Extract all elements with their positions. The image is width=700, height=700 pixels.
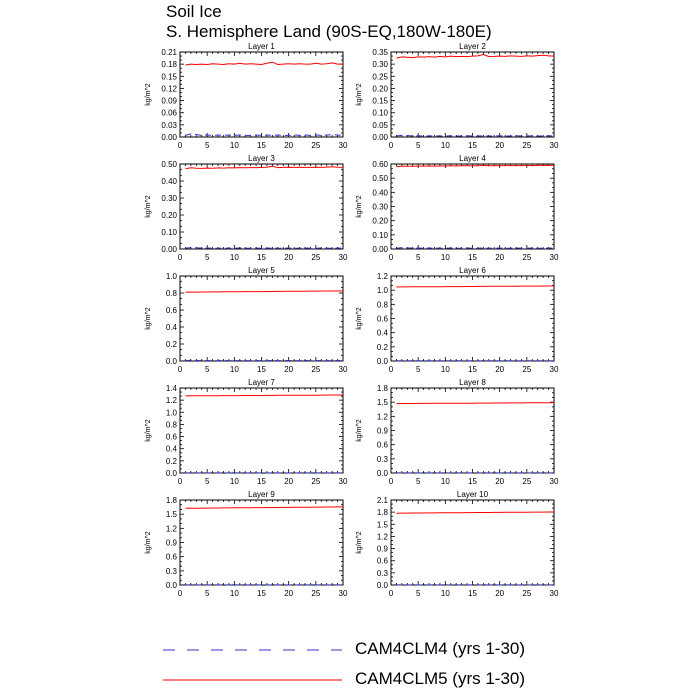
series-line-clm5 bbox=[396, 286, 554, 287]
y-tick-label: 0.2 bbox=[165, 456, 177, 466]
y-tick-label: 0.3 bbox=[376, 568, 388, 578]
y-tick-label: 1.8 bbox=[165, 496, 177, 505]
y-tick-label: 0.12 bbox=[161, 84, 177, 94]
series-line-clm5 bbox=[185, 395, 343, 396]
x-tick-label: 15 bbox=[257, 365, 266, 374]
y-tick-label: 0.00 bbox=[161, 133, 177, 142]
x-tick-label: 5 bbox=[415, 253, 421, 262]
x-tick-label: 15 bbox=[468, 253, 477, 262]
x-tick-label: 15 bbox=[468, 477, 477, 486]
y-tick-label: 0.10 bbox=[372, 230, 388, 240]
x-tick-label: 5 bbox=[415, 365, 421, 374]
chart-panel-9 bbox=[145, 490, 348, 598]
x-tick-label: 20 bbox=[495, 141, 505, 150]
plot-frame bbox=[391, 164, 554, 249]
figure-title-line-1: Soil Ice bbox=[166, 2, 222, 21]
chart-panel-10 bbox=[356, 490, 559, 598]
x-tick-label: 10 bbox=[440, 589, 450, 598]
y-tick-label: 0.30 bbox=[372, 60, 388, 70]
x-tick-label: 25 bbox=[311, 477, 321, 486]
y-tick-label: 0.3 bbox=[165, 566, 177, 576]
chart-panel-3 bbox=[145, 154, 348, 262]
series-line-clm5 bbox=[185, 507, 343, 508]
y-tick-label: 0.40 bbox=[372, 188, 388, 198]
chart-panel-1 bbox=[145, 42, 348, 150]
x-tick-label: 25 bbox=[311, 253, 321, 262]
x-tick-label: 30 bbox=[549, 589, 559, 598]
x-tick-label: 20 bbox=[495, 253, 505, 262]
y-tick-label: 0.4 bbox=[165, 323, 177, 332]
y-tick-label: 0.00 bbox=[372, 245, 388, 254]
x-tick-label: 5 bbox=[415, 477, 421, 486]
y-tick-label: 1.0 bbox=[376, 286, 388, 296]
y-tick-label: 1.2 bbox=[165, 524, 177, 534]
y-axis-label: kg/m^2 bbox=[145, 531, 152, 554]
panel-title: Layer 3 bbox=[248, 154, 275, 163]
y-axis-label: kg/m^2 bbox=[145, 83, 152, 106]
y-axis-label: kg/m^2 bbox=[145, 195, 152, 218]
x-tick-label: 30 bbox=[338, 141, 348, 150]
x-tick-label: 10 bbox=[229, 253, 239, 262]
y-axis-label: kg/m^2 bbox=[356, 83, 363, 106]
x-tick-label: 0 bbox=[388, 253, 394, 262]
series-line-clm4 bbox=[185, 248, 343, 249]
x-tick-label: 25 bbox=[522, 477, 532, 486]
x-tick-label: 30 bbox=[549, 253, 559, 262]
x-tick-label: 20 bbox=[284, 477, 294, 486]
plot-frame bbox=[391, 276, 554, 361]
y-tick-label: 0.18 bbox=[161, 60, 177, 70]
y-tick-label: 0.10 bbox=[372, 108, 388, 118]
panel-title: Layer 10 bbox=[456, 490, 489, 499]
y-tick-label: 0.00 bbox=[161, 245, 177, 254]
panel-title: Layer 2 bbox=[459, 42, 486, 51]
x-tick-label: 10 bbox=[440, 253, 450, 262]
x-tick-label: 30 bbox=[549, 477, 559, 486]
y-tick-label: 0.2 bbox=[376, 342, 388, 352]
x-tick-label: 30 bbox=[338, 365, 348, 374]
x-tick-label: 25 bbox=[311, 365, 321, 374]
y-tick-label: 0.21 bbox=[161, 48, 177, 57]
y-tick-label: 0.9 bbox=[165, 538, 177, 548]
y-axis-label: kg/m^2 bbox=[356, 531, 363, 554]
y-tick-label: 0.06 bbox=[161, 108, 177, 118]
y-tick-label: 0.10 bbox=[161, 228, 177, 237]
plot-frame bbox=[180, 164, 343, 249]
y-tick-label: 0.0 bbox=[376, 469, 388, 478]
x-tick-label: 30 bbox=[549, 365, 559, 374]
y-axis-label: kg/m^2 bbox=[356, 195, 363, 218]
y-tick-label: 0.20 bbox=[372, 216, 388, 226]
y-tick-label: 0.2 bbox=[165, 340, 177, 349]
y-tick-label: 0.00 bbox=[372, 133, 388, 142]
x-tick-label: 10 bbox=[229, 589, 239, 598]
y-tick-label: 0.50 bbox=[161, 160, 177, 169]
x-tick-label: 25 bbox=[311, 141, 321, 150]
plot-frame bbox=[180, 276, 343, 361]
y-tick-label: 0.4 bbox=[376, 328, 388, 338]
series-line-clm5 bbox=[396, 165, 554, 166]
figure-title-line-2: S. Hemisphere Land (90S-EQ,180W-180E) bbox=[166, 22, 492, 41]
panel-title: Layer 9 bbox=[248, 490, 275, 499]
x-tick-label: 5 bbox=[204, 477, 210, 486]
y-tick-label: 1.0 bbox=[165, 272, 177, 281]
x-tick-label: 15 bbox=[257, 477, 266, 486]
series-line-clm4 bbox=[185, 134, 343, 136]
y-tick-label: 0.0 bbox=[165, 357, 177, 366]
y-tick-label: 0.0 bbox=[376, 581, 388, 590]
y-tick-label: 0.6 bbox=[165, 432, 177, 442]
x-tick-label: 10 bbox=[440, 141, 450, 150]
series-line-clm5 bbox=[185, 291, 343, 292]
y-tick-label: 0.8 bbox=[376, 300, 388, 310]
x-tick-label: 0 bbox=[177, 365, 183, 374]
x-tick-label: 20 bbox=[284, 589, 294, 598]
series-line-clm5 bbox=[185, 166, 343, 169]
panel-title: Layer 4 bbox=[459, 154, 486, 163]
y-tick-label: 0.9 bbox=[376, 544, 388, 554]
y-tick-label: 0.15 bbox=[372, 96, 388, 106]
legend-label-clm4: CAM4CLM4 (yrs 1-30) bbox=[355, 639, 526, 658]
x-tick-label: 15 bbox=[257, 589, 266, 598]
x-tick-label: 0 bbox=[388, 141, 394, 150]
x-tick-label: 15 bbox=[468, 589, 477, 598]
y-tick-label: 0.05 bbox=[372, 120, 388, 130]
x-tick-label: 25 bbox=[522, 589, 532, 598]
x-tick-label: 10 bbox=[229, 477, 239, 486]
chart-panel-6 bbox=[356, 266, 559, 374]
y-tick-label: 1.8 bbox=[376, 384, 388, 393]
x-tick-label: 0 bbox=[177, 589, 183, 598]
legend-label-clm5: CAM4CLM5 (yrs 1-30) bbox=[355, 669, 526, 688]
y-tick-label: 1.5 bbox=[165, 510, 177, 520]
y-tick-label: 0.6 bbox=[165, 552, 177, 562]
panel-title: Layer 7 bbox=[248, 378, 275, 387]
y-tick-label: 0.35 bbox=[372, 48, 388, 57]
plot-frame bbox=[391, 388, 554, 473]
x-tick-label: 20 bbox=[495, 477, 505, 486]
x-tick-label: 5 bbox=[415, 589, 421, 598]
x-tick-label: 10 bbox=[440, 477, 450, 486]
x-tick-label: 0 bbox=[177, 141, 183, 150]
x-tick-label: 5 bbox=[204, 365, 210, 374]
x-tick-label: 0 bbox=[388, 477, 394, 486]
x-tick-label: 0 bbox=[177, 477, 183, 486]
y-tick-label: 0.6 bbox=[376, 440, 388, 450]
y-tick-label: 0.6 bbox=[165, 306, 177, 315]
x-tick-label: 25 bbox=[522, 253, 532, 262]
series-line-clm5 bbox=[396, 512, 554, 513]
panel-title: Layer 1 bbox=[248, 42, 275, 51]
y-tick-label: 0.25 bbox=[372, 72, 388, 82]
y-tick-label: 0.8 bbox=[165, 420, 177, 430]
y-axis-label: kg/m^2 bbox=[356, 307, 363, 330]
y-tick-label: 0.40 bbox=[161, 177, 177, 186]
panel-title: Layer 6 bbox=[459, 266, 486, 275]
chart-panel-8 bbox=[356, 378, 559, 486]
y-tick-label: 1.4 bbox=[165, 384, 177, 393]
x-tick-label: 20 bbox=[284, 365, 294, 374]
x-tick-label: 5 bbox=[415, 141, 421, 150]
x-tick-label: 5 bbox=[204, 253, 210, 262]
x-tick-label: 5 bbox=[204, 141, 210, 150]
y-tick-label: 1.2 bbox=[376, 412, 388, 422]
x-tick-label: 10 bbox=[229, 365, 239, 374]
y-tick-label: 1.0 bbox=[165, 408, 177, 418]
x-tick-label: 0 bbox=[388, 365, 394, 374]
y-tick-label: 1.2 bbox=[376, 532, 388, 542]
y-tick-label: 1.5 bbox=[376, 398, 388, 408]
chart-panel-7 bbox=[145, 378, 348, 486]
x-tick-label: 30 bbox=[338, 589, 348, 598]
panel-title: Layer 5 bbox=[248, 266, 275, 275]
y-tick-label: 0.03 bbox=[161, 120, 177, 130]
y-tick-label: 0.8 bbox=[165, 289, 177, 298]
plot-frame bbox=[391, 52, 554, 137]
x-tick-label: 10 bbox=[229, 141, 239, 150]
series-line-clm5 bbox=[396, 54, 554, 58]
series-line-clm5 bbox=[185, 62, 343, 65]
series-line-clm4 bbox=[396, 135, 554, 136]
x-tick-label: 5 bbox=[204, 589, 210, 598]
x-tick-label: 0 bbox=[177, 253, 183, 262]
y-tick-label: 0.0 bbox=[165, 581, 177, 590]
chart-panel-5 bbox=[145, 266, 348, 374]
y-axis-label: kg/m^2 bbox=[145, 307, 152, 330]
y-tick-label: 1.8 bbox=[376, 508, 388, 518]
series-line-clm5 bbox=[396, 403, 554, 404]
y-tick-label: 0.60 bbox=[372, 160, 388, 169]
x-tick-label: 15 bbox=[257, 253, 266, 262]
y-tick-label: 0.3 bbox=[376, 454, 388, 464]
x-tick-label: 0 bbox=[388, 589, 394, 598]
y-tick-label: 1.2 bbox=[165, 396, 177, 406]
x-tick-label: 20 bbox=[495, 589, 505, 598]
y-tick-label: 0.0 bbox=[376, 357, 388, 366]
x-tick-label: 20 bbox=[284, 141, 294, 150]
y-tick-label: 0.6 bbox=[376, 314, 388, 324]
x-tick-label: 25 bbox=[522, 141, 532, 150]
y-axis-label: kg/m^2 bbox=[145, 419, 152, 442]
y-tick-label: 0.30 bbox=[161, 194, 177, 203]
x-tick-label: 20 bbox=[495, 365, 505, 374]
y-tick-label: 1.2 bbox=[376, 272, 388, 281]
y-tick-label: 0.20 bbox=[372, 84, 388, 94]
series-line-clm4 bbox=[396, 248, 554, 249]
x-tick-label: 30 bbox=[549, 141, 559, 150]
plot-frame bbox=[180, 500, 343, 585]
y-tick-label: 0.09 bbox=[161, 96, 177, 106]
y-tick-label: 0.50 bbox=[372, 174, 388, 184]
y-axis-label: kg/m^2 bbox=[356, 419, 363, 442]
x-tick-label: 15 bbox=[468, 365, 477, 374]
y-tick-label: 1.5 bbox=[376, 520, 388, 530]
chart-panel-4 bbox=[356, 154, 559, 262]
x-tick-label: 15 bbox=[257, 141, 266, 150]
y-tick-label: 0.30 bbox=[372, 202, 388, 212]
x-tick-label: 25 bbox=[311, 589, 321, 598]
y-tick-label: 0.6 bbox=[376, 556, 388, 566]
x-tick-label: 30 bbox=[338, 477, 348, 486]
y-tick-label: 0.20 bbox=[161, 211, 177, 220]
y-tick-label: 2.1 bbox=[376, 496, 388, 505]
panel-title: Layer 8 bbox=[459, 378, 486, 387]
plot-frame bbox=[180, 388, 343, 473]
x-tick-label: 10 bbox=[440, 365, 450, 374]
x-tick-label: 15 bbox=[468, 141, 477, 150]
chart-panel-2 bbox=[356, 42, 559, 150]
y-tick-label: 0.4 bbox=[165, 444, 177, 454]
x-tick-label: 25 bbox=[522, 365, 532, 374]
y-tick-label: 0.15 bbox=[161, 72, 177, 82]
x-tick-label: 30 bbox=[338, 253, 348, 262]
y-tick-label: 0.0 bbox=[165, 469, 177, 478]
y-tick-label: 0.9 bbox=[376, 426, 388, 436]
x-tick-label: 20 bbox=[284, 253, 294, 262]
